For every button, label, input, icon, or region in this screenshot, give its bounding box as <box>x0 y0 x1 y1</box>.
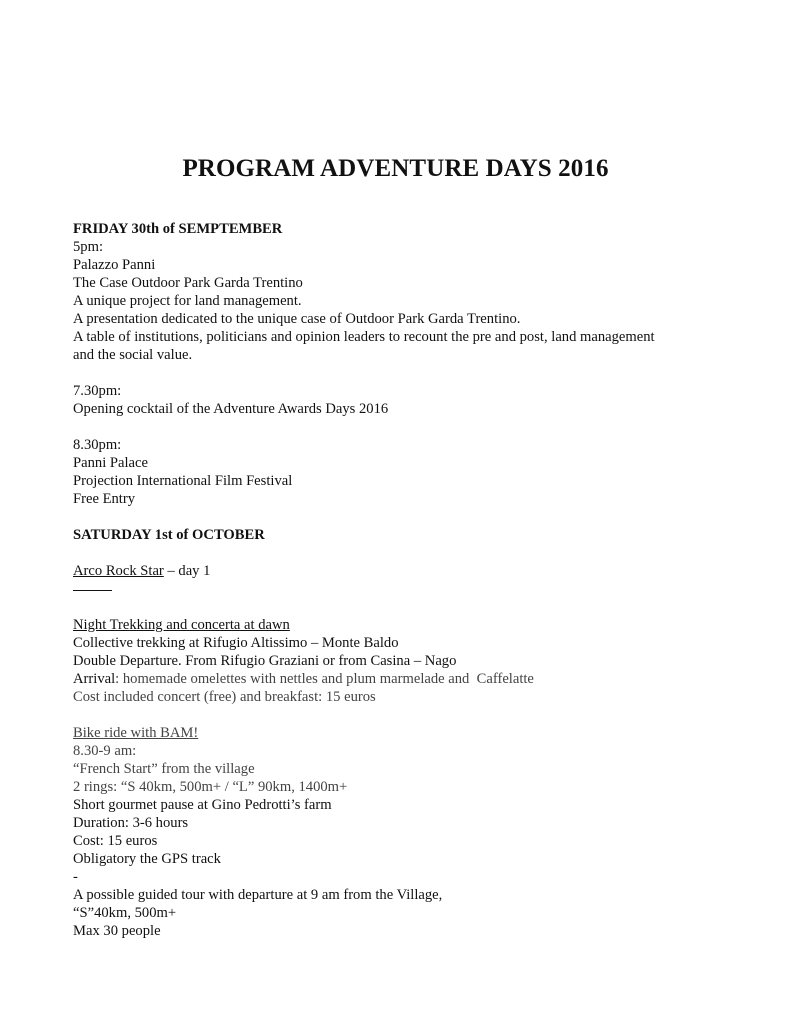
event-time: 5pm: <box>73 239 103 255</box>
event-line: Collective trekking at Rifugio Altissimo – Monte Baldo <box>73 635 399 651</box>
event-line: Obligatory the GPS track <box>73 851 221 867</box>
event-line: and the social value. <box>73 347 193 363</box>
event-line: The Case Outdoor Park Garda Trentino <box>73 275 303 291</box>
arrival-text: : homemade omelettes with nettles and plum marmelade and Caffelatte <box>115 671 534 687</box>
event-line: 2 rings: “S 40km, 500m+ / “L” 90km, 1400m+ <box>73 779 348 795</box>
arrival-line <box>73 670 713 688</box>
event-line: Free Entry <box>73 491 136 507</box>
event-line: A table of institutions, politicians and opinion leaders to recount the pre and post, land management <box>73 329 655 345</box>
program-body <box>73 220 713 940</box>
event-line: “French Start” from the village <box>73 761 255 777</box>
event-line: Double Departure. From Rifugio Graziani or from Casina – Nago <box>73 653 457 669</box>
event-time: 8.30pm: <box>73 437 122 453</box>
bike-ride-link[interactable]: Bike ride with BAM! <box>73 725 199 741</box>
arco-rock-star-line <box>73 562 713 580</box>
event-line: Cost: 15 euros <box>73 833 158 849</box>
event-line: A unique project for land management. <box>73 293 302 309</box>
night-trekking-link[interactable]: Night Trekking and concerta at dawn <box>73 617 290 633</box>
underline-rule <box>73 580 112 591</box>
arrival-label: Arrival <box>73 671 116 687</box>
friday-heading: FRIDAY 30th of SEMPTEMBER <box>73 221 283 237</box>
dash-separator: - <box>73 869 78 885</box>
event-line: A presentation dedicated to the unique case of Outdoor Park Garda Trentino. <box>73 311 521 327</box>
event-time: 8.30-9 am: <box>73 743 137 759</box>
event-time: 7.30pm: <box>73 383 122 399</box>
separator-rule <box>73 580 713 598</box>
event-line: Panni Palace <box>73 455 148 471</box>
event-line: Opening cocktail of the Adventure Awards Days 2016 <box>73 401 389 417</box>
event-line: Duration: 3-6 hours <box>73 815 189 831</box>
event-line: Cost included concert (free) and breakfast: 15 euros <box>73 689 376 705</box>
page-title: PROGRAM ADVENTURE DAYS 2016 <box>182 155 609 182</box>
event-line: “S”40km, 500m+ <box>73 905 177 921</box>
event-line: Max 30 people <box>73 923 161 939</box>
event-line: A possible guided tour with departure at 9 am from the Village, <box>73 887 443 903</box>
event-line: Palazzo Panni <box>73 257 156 273</box>
arco-rock-star-link[interactable]: Arco Rock Star <box>73 563 164 579</box>
arco-day-suffix: – day 1 <box>163 563 211 579</box>
event-line: Projection International Film Festival <box>73 473 293 489</box>
event-line: Short gourmet pause at Gino Pedrotti’s farm <box>73 797 332 813</box>
saturday-heading: SATURDAY 1st of OCTOBER <box>73 527 265 543</box>
